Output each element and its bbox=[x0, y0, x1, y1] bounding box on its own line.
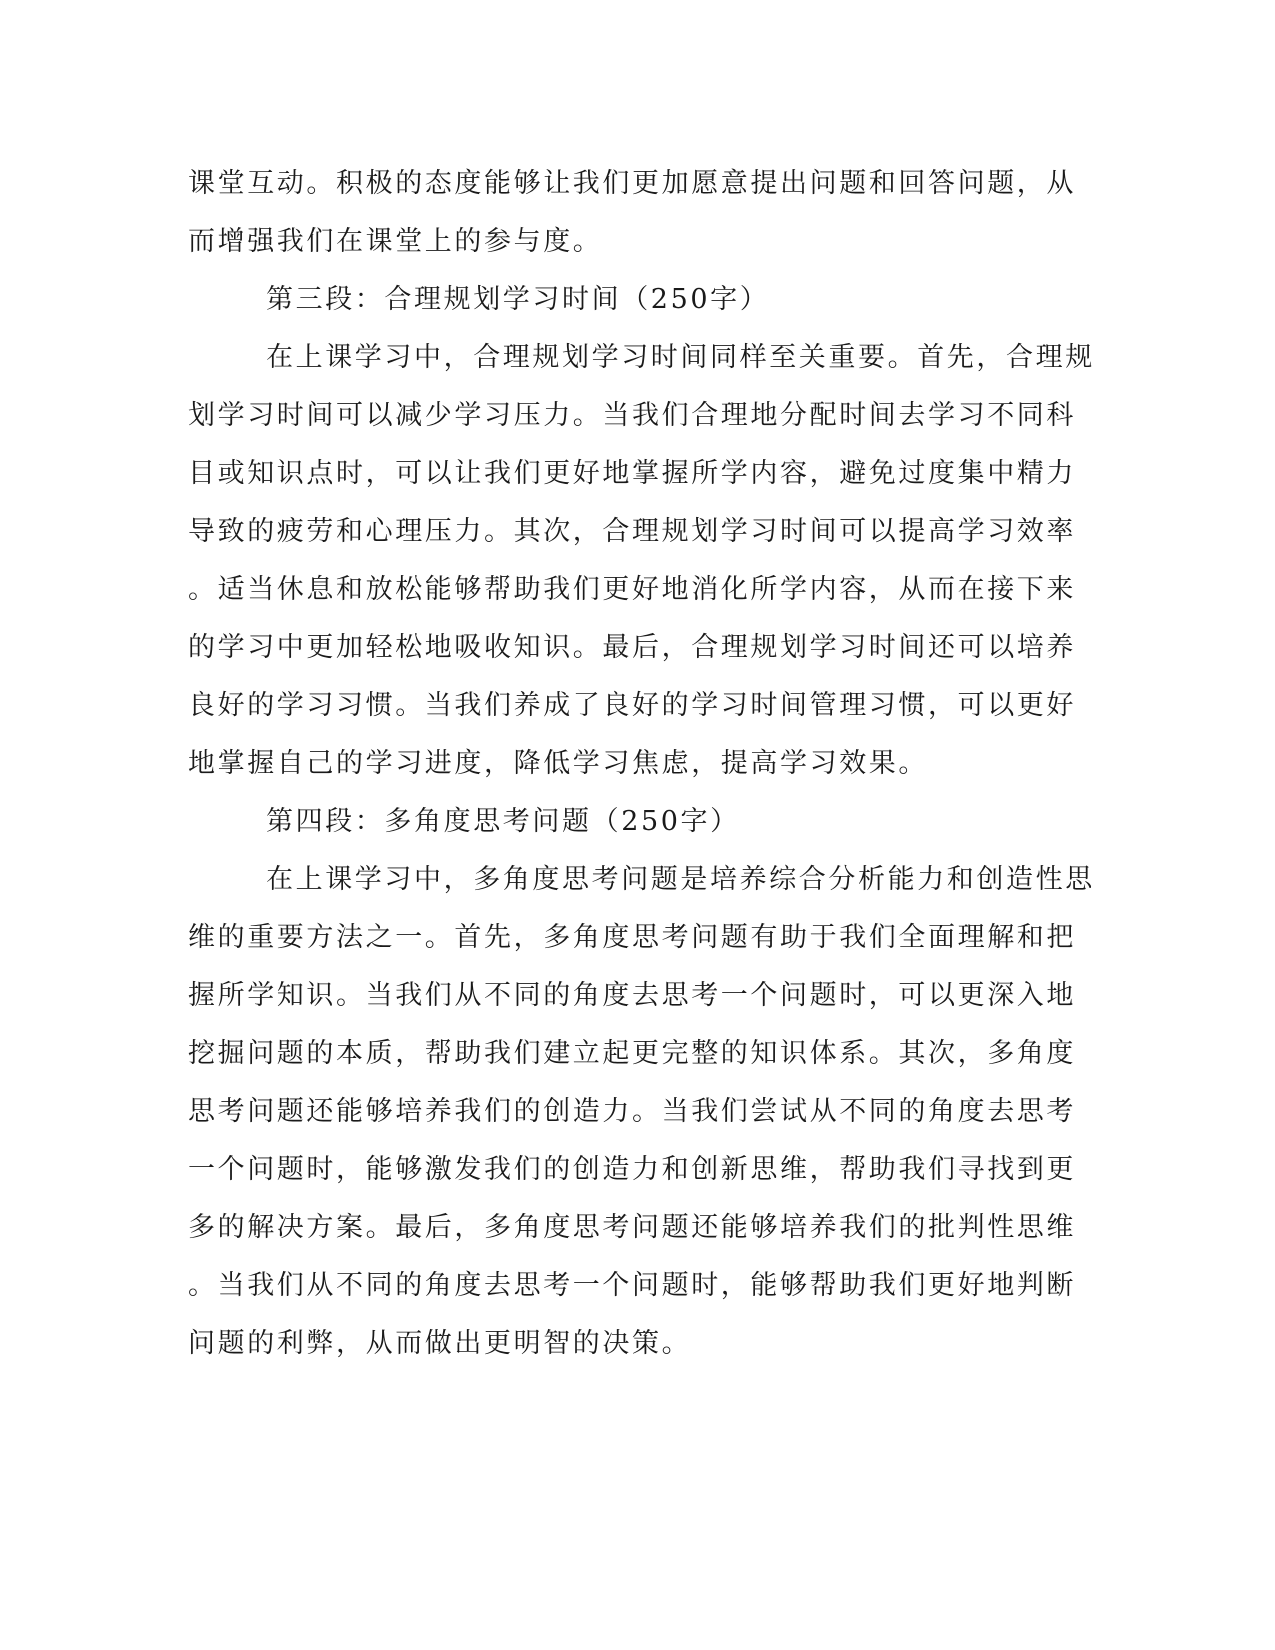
section-heading: 第四段：多角度思考问题（250字） bbox=[266, 806, 740, 837]
paragraph-line: 地掌握自己的学习进度，降低学习焦虑，提高学习效果。 bbox=[188, 748, 928, 779]
paragraph-line: 在上课学习中，多角度思考问题是培养综合分析能力和创造性思 bbox=[266, 864, 1095, 895]
paragraph-line: 一个问题时，能够激发我们的创造力和创新思维，帮助我们寻找到更 bbox=[188, 1154, 1076, 1185]
paragraph-line: 的学习中更加轻松地吸收知识。最后，合理规划学习时间还可以培养 bbox=[188, 632, 1076, 663]
paragraph-line: 思考问题还能够培养我们的创造力。当我们尝试从不同的角度去思考 bbox=[188, 1096, 1076, 1127]
section-heading: 第三段：合理规划学习时间（250字） bbox=[266, 284, 770, 315]
paragraph-line: 维的重要方法之一。首先，多角度思考问题有助于我们全面理解和把 bbox=[188, 922, 1076, 953]
paragraph-line: 挖掘问题的本质，帮助我们建立起更完整的知识体系。其次，多角度 bbox=[188, 1038, 1076, 1069]
paragraph-line: 良好的学习习惯。当我们养成了良好的学习时间管理习惯，可以更好 bbox=[188, 690, 1076, 721]
paragraph-line: 课堂互动。积极的态度能够让我们更加愿意提出问题和回答问题，从 bbox=[188, 168, 1076, 199]
paragraph-line: 。适当休息和放松能够帮助我们更好地消化所学内容，从而在接下来 bbox=[188, 574, 1076, 605]
paragraph-line: 。当我们从不同的角度去思考一个问题时，能够帮助我们更好地判断 bbox=[188, 1270, 1076, 1301]
paragraph-line: 而增强我们在课堂上的参与度。 bbox=[188, 226, 603, 257]
paragraph-line: 握所学知识。当我们从不同的角度去思考一个问题时，可以更深入地 bbox=[188, 980, 1076, 1011]
paragraph-line: 问题的利弊，从而做出更明智的决策。 bbox=[188, 1328, 692, 1359]
paragraph-line: 目或知识点时，可以让我们更好地掌握所学内容，避免过度集中精力 bbox=[188, 458, 1076, 489]
paragraph-line: 划学习时间可以减少学习压力。当我们合理地分配时间去学习不同科 bbox=[188, 400, 1076, 431]
paragraph-line: 在上课学习中，合理规划学习时间同样至关重要。首先，合理规 bbox=[266, 342, 1095, 373]
paragraph-line: 多的解决方案。最后，多角度思考问题还能够培养我们的批判性思维 bbox=[188, 1212, 1076, 1243]
paragraph-line: 导致的疲劳和心理压力。其次，合理规划学习时间可以提高学习效率 bbox=[188, 516, 1076, 547]
